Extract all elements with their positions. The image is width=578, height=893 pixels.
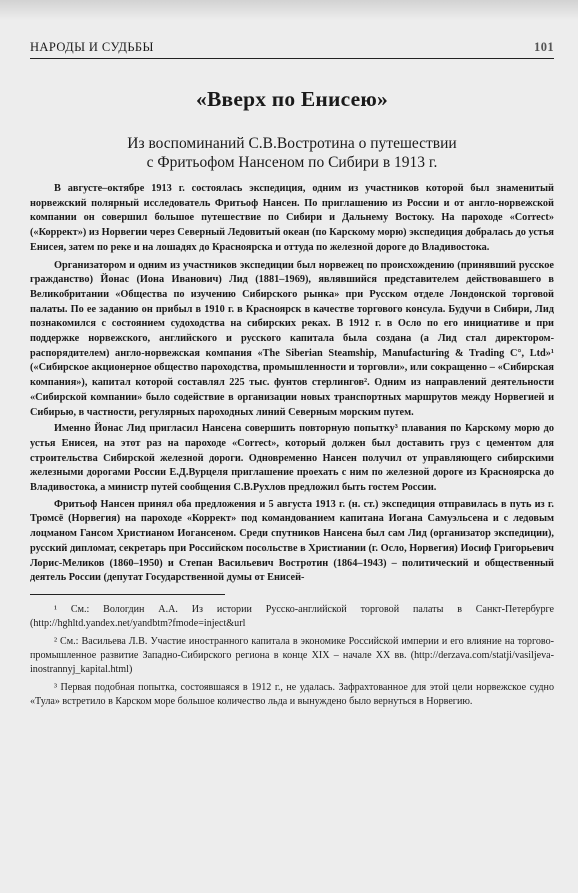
- subtitle-line-1: Из воспоминаний С.В.Востротина о путешествии: [127, 135, 457, 152]
- running-header: [30, 40, 554, 59]
- page-number: 101: [534, 40, 554, 54]
- section-title: НАРОДЫ И СУДЬБЫ: [30, 40, 154, 54]
- footnote-1: ¹ См.: Вологдин А.А. Из истории Русско-английской торговой палаты в Санкт-Петербурге (http://hghltd.yandex.net/yandbtm?fmode=inject&url: [30, 603, 554, 629]
- article-subtitle: [30, 134, 554, 172]
- article-title: «Вверх по Енисею»: [196, 87, 388, 111]
- footnotes: [30, 603, 554, 709]
- scan-edge-shadow: [0, 0, 578, 20]
- footnote-3: ³ Первая подобная попытка, состоявшаяся в 1912 г., не удалась. Зафрахтованное для этой цели норвежское судно «Тула» встретило в Карском море большое количество льда и вынуждено было вернуться в Норвегию.: [30, 681, 554, 707]
- paragraph-2: Организатором и одним из участников экспедиции был норвежец по происхождению (принявший русское гражданство) Йонас (Иона Иванович) Лид (1881–1969), являвшийся представителем действовавшего в Великобритании «Общества по изучению Сибирского рынка» при Русском отделе Лондонской торговой палаты. По ее заданию он прибыл в 1910 г. в Красноярск в качестве торгового консула. Будучи в Сибири, Лид познакомился с состоянием судоходства на сибирских реках. В 1912 г. в Осло по его инициативе и при поддержке норвежского, английского и русского капитала была создана (а Лид стал директором-распорядителем) англо-норвежская компания «The Siberian Steamship, Manufacturing & Trading C°, Ltd»¹ («Сибирское акционерное общество пароходства, промышленности и торговли», или сокращенно – «Сибирская компания»), капитал которой составлял 225 тыс. фунтов стерлингов². Одним из направлений деятельности «Сибирской компании» было содействие в организации новых транспортных маршрутов между Норвегией и Сибирью, в частности, регулярных пароходных линий Северным морским путем.: [30, 259, 554, 418]
- paragraph-4: Фритьоф Нансен принял оба предложения и 5 августа 1913 г. (н. ст.) экспедиция отправилась в путь из г. Тромсё (Норвегия) на пароходе «Коррект» под командованием капитана Иогана Самуэльсена и с ледовым лоцманом Гансом Христианом Иогансеном. Среди спутников Нансена был сам Лид (организатор экспедиции), русский дипломат, секретарь при Российском посольстве в Христиании (г. Осло, Норвегия) Иосиф Григорьевич Лорис-Меликов (1860–1950) и Степан Васильевич Востротин (1864–1943) – политический и общественный деятель России (депутат Государственной думы от Енисей-: [30, 498, 554, 584]
- article-body: [30, 182, 554, 586]
- paragraph-1: В августе–октябре 1913 г. состоялась экспедиция, одним из участников которой был знаменитый норвежский полярный исследователь Фритьоф Нансен. По приглашению из России и от англо-норвежской компании он совершил большое путешествие по Сибири и Дальнему Востоку. На пароходе «Correct» («Коррект») из Норвегии через Северный Ледовитый океан (по Карскому морю) экспедиция добралась до устья Енисея, затем по реке и на лошадях до Красноярска и оттуда по железной дороге до Владивостока.: [30, 183, 554, 253]
- footnote-divider: [30, 594, 225, 595]
- paragraph-3: Именно Йонас Лид пригласил Нансена совершить повторную попытку³ плавания по Карскому морю до устья Енисея, на этот раз на пароходе «Correct», который должен был доставить груз с цементом для строительства Сибирской железной дороги. Одновременно Нансен получил от управляющего сибирскими железными дорогами России Е.Д.Вурцеля приглашение проехать с ним по железной дороге из Красноярска до Владивостока, а министр путей сообщения С.В.Рухлов предложил быть гостем России.: [30, 423, 554, 494]
- subtitle-line-2: с Фритьофом Нансеном по Сибири в 1913 г.: [146, 154, 438, 171]
- footnote-2: ² См.: Васильева Л.В. Участие иностранного капитала в экономике Российской империи и его влияние на торгово-промышленное развитие Западно-Сибирского региона в конце XIX – начале XX вв. (http://derzava.com/statji/vasiljeva-inostrannyj_kapital.html): [30, 635, 554, 675]
